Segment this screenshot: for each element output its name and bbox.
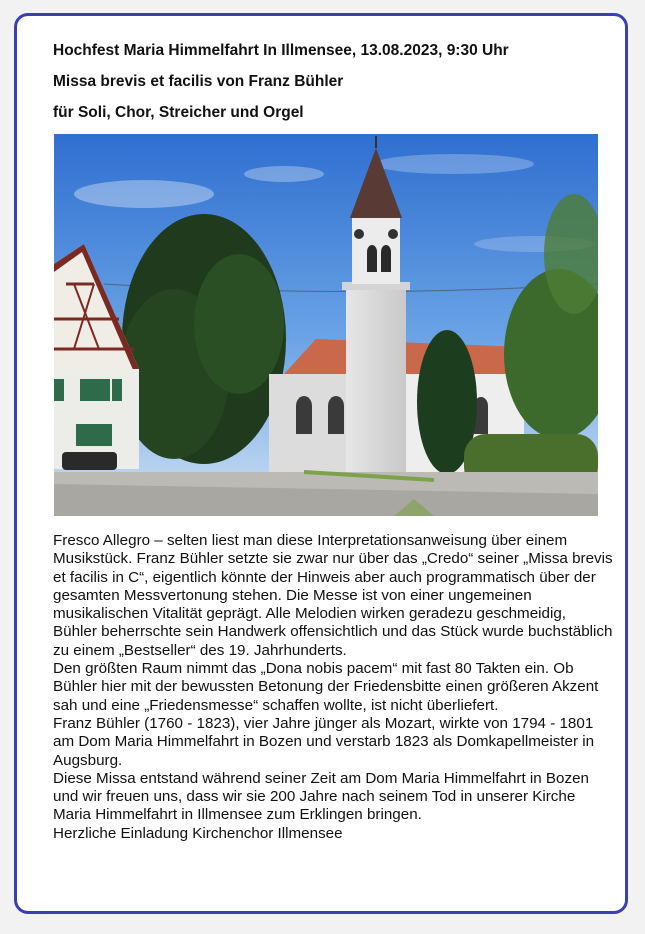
event-title: Hochfest Maria Himmelfahrt In Illmensee, 13.08.2023, 9:30 Uhr — [53, 42, 509, 59]
paragraph: Diese Missa entstand während seiner Zeit am Dom Maria Himmelfahrt in Bozen und wir freuen uns, dass wir sie 200 Jahre nach seinem Tod in unserer Kirche Maria Himmelfahrt in Illmensee zum Erklingen bringen. — [53, 769, 589, 824]
paragraph: Franz Bühler (1760 - 1823), vier Jahre jünger als Mozart, wirkte von 1794 - 1801 am Dom Maria Himmelfahrt in Bozen und verstarb 1823 als Domkapellmeister in Augsburg. — [53, 714, 595, 769]
flyer-card — [14, 13, 628, 914]
work-title: Missa brevis et facilis von Franz Bühler — [53, 73, 344, 90]
paragraph: Den größten Raum nimmt das „Dona nobis pacem“ mit fast 80 Takten ein. Ob Bühler hier mit der bewussten Betonung der Friedensbitte einen größeren Akzent sah und eine „Friedensmesse“ schaffen wollte, ist nicht überliefert. — [53, 660, 599, 714]
description-text — [53, 532, 613, 843]
paragraph: Fresco Allegro – selten liest man diese Interpretationsanweisung über einem Musikstück. Franz Bühler setzte sie zwar nur über das „Credo“ seiner „Missa brevis et facilis in C“, eigentlich könnte der Hinweis aber auch programmatisch über der gesamten Messvertonung stehen. Die Messe ist von einer ungemeinen musikalischen Vitalität geprägt. Alle Melodien wirken geradezu geschmeidig, Bühler beherrschte sein Handwerk offensichtlich und das Stück wurde buchstäblich zu einem „Bestseller“ des 19. Jahrhunderts. — [53, 532, 613, 659]
instrumentation: für Soli, Chor, Streicher und Orgel — [53, 104, 304, 121]
closing-invitation: Herzliche Einladung Kirchenchor Illmensee — [53, 824, 343, 842]
church-photo — [54, 134, 598, 516]
